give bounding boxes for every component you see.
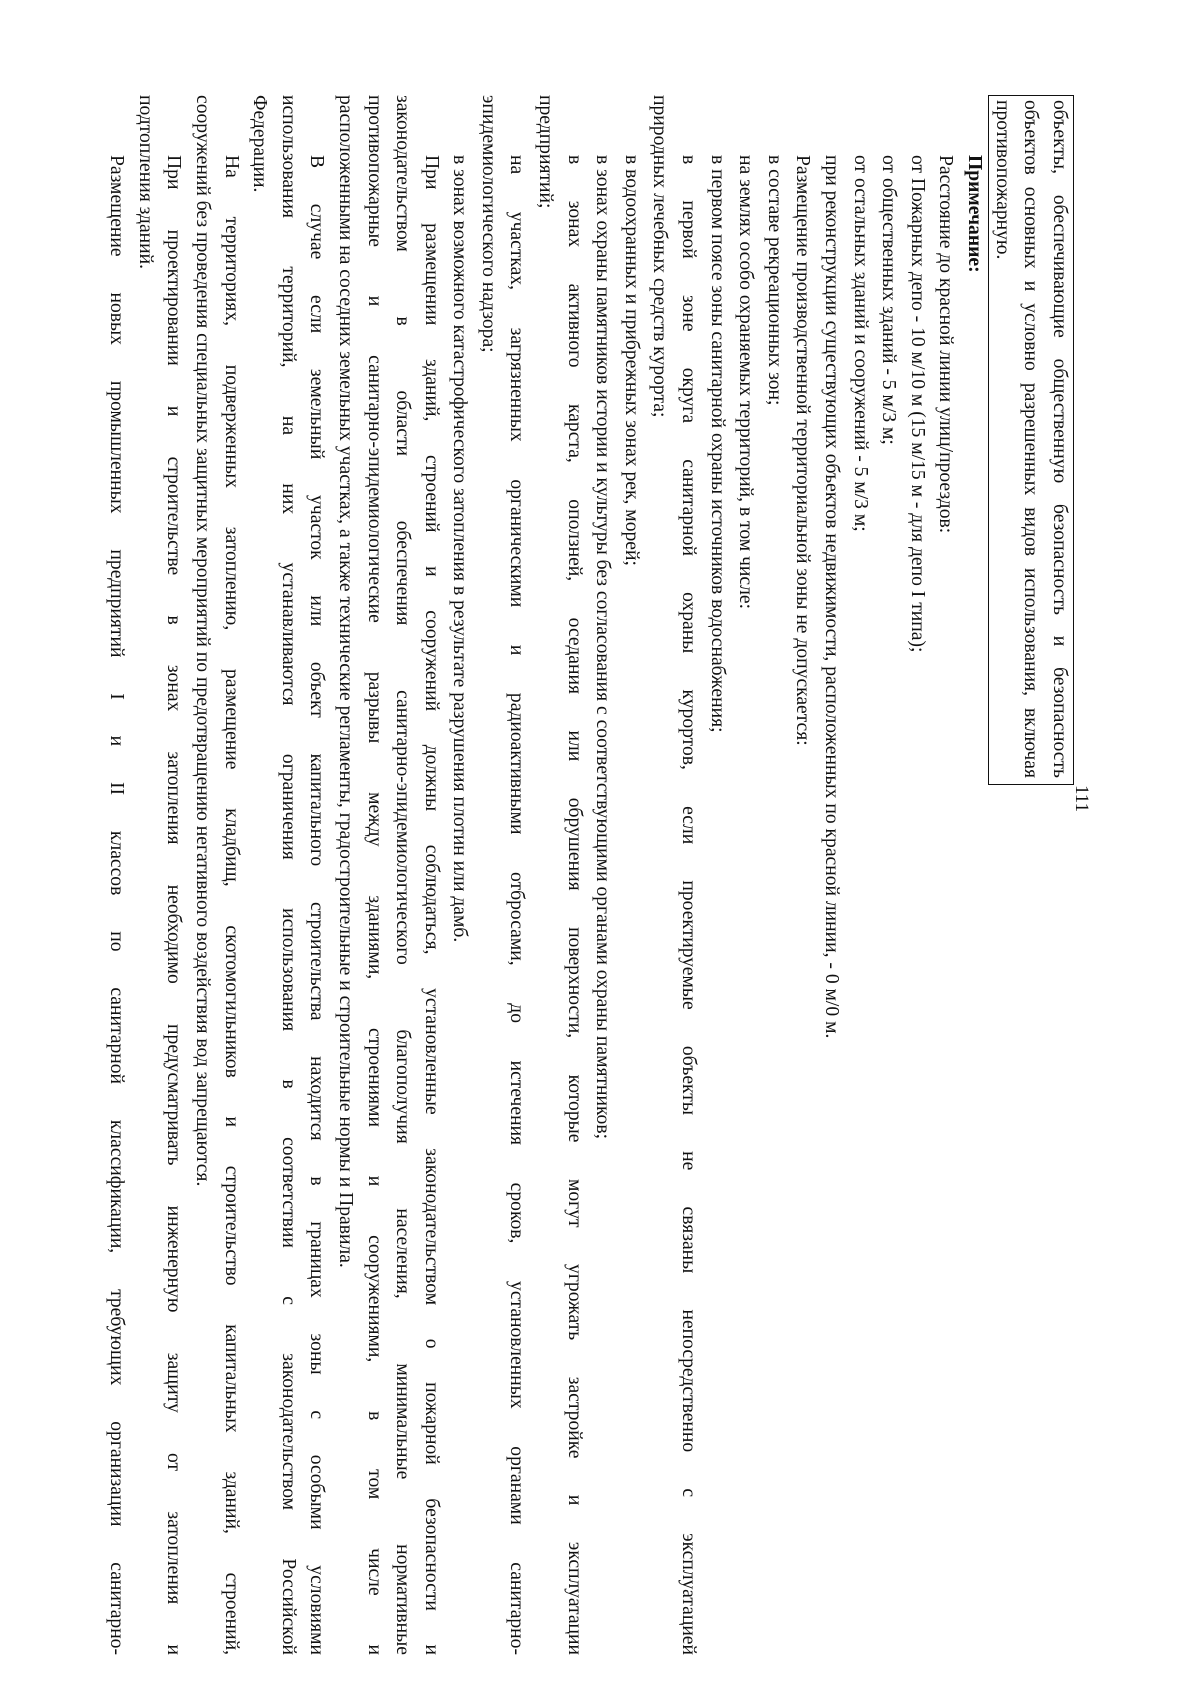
text-line: от остальных зданий и сооружений - 5 м/3 м; <box>849 155 871 532</box>
text-line: Федерации. <box>249 95 271 193</box>
text-line: в зонах возможного катастрофического затопления в результате разрушения плотин или дамб. <box>449 155 471 943</box>
text-line: при реконструкции существующих объектов недвижимости, расположенных по красной линии, - 0 м/0 м. <box>821 155 843 1039</box>
note-heading: Примечание: <box>964 155 985 273</box>
text-line: При проектировании и строительстве в зонах затопления необходимо предусматривать инженерную защиту от затопления и <box>163 155 185 1655</box>
table-cell <box>988 95 1074 785</box>
page-number: 111 <box>1071 785 1092 813</box>
table-cell-line: противопожарную. <box>991 100 1013 260</box>
text-line: от общественных зданий - 5 м/3 м; <box>878 155 900 445</box>
text-line: от Пожарных депо - 10 м/10 м (15 м/15 м - для депо I типа); <box>906 155 928 653</box>
table-cell-line: объектов основных и условно разрешенных видов использования, включая <box>1020 100 1042 778</box>
text-line: в первой зоне округа санитарной охраны курортов, если проектируемые объекты не связаны непосредственно с эксплуатацией <box>678 155 700 1655</box>
text-line: в водоохранных и прибрежных зонах рек, морей; <box>620 155 642 566</box>
text-line: Расстояние до красной линии улиц/проездов: <box>935 155 957 534</box>
rotated-page-content <box>100 95 1100 1655</box>
text-line: сооружений без проведения специальных защитных мероприятий по предотвращению негативного воздействия вод запрещаются. <box>191 95 213 1187</box>
text-line: использования территорий, на них устанавливаются ограничения использования в соответствии с законодательством Российской <box>277 95 299 1655</box>
table-cell-line: объекты, обеспечивающие общественную безопасность и безопасность <box>1049 100 1070 778</box>
text-line: в первом поясе зоны санитарной охраны источников водоснабжения; <box>706 155 728 733</box>
text-line: противопожарные и санитарно-эпидемиологические разрывы между зданиями, строениями и сооружениями, в том числе и <box>363 95 385 1655</box>
text-line: в составе рекреационных зон; <box>763 155 785 406</box>
text-line: эпидемиологического надзора; <box>477 95 499 353</box>
text-line: расположенными на соседних земельных участках, а также технические регламенты, градостроительные и строительные нормы и Правила. <box>334 95 356 1268</box>
text-line: На территориях, подверженных затоплению, размещение кладбищ, скотомогильников и строительство капитальных зданий, строений, <box>220 155 242 1655</box>
text-line: природных лечебных средств курорта; <box>649 95 671 418</box>
text-line: Размещение новых промышленных предприятий I и II классов по санитарной классификации, требующих организации санитарно- <box>106 155 128 1655</box>
text-line: законодательством в области обеспечения санитарно-эпидемиологического благополучия населения, минимальные нормативные <box>392 95 414 1655</box>
text-line: в зонах активного карста, оползней, оседания или обрушения поверхности, которые могут угрожать застройке и эксплуатации <box>563 155 585 1655</box>
text-line: на участках, загрязненных органическими и радиоактивными отбросами, до истечения сроков, установленных органами санитарно- <box>506 155 528 1655</box>
text-line: в зонах охраны памятников истории и культуры без согласования с соответствующими органами охраны памятников; <box>592 155 614 1140</box>
text-line: При размещении зданий, строений и сооружений должны соблюдаться, установленные законодательством о пожарной безопасности и <box>420 155 442 1655</box>
text-line: подтопления зданий. <box>134 95 156 270</box>
text-line: В случае если земельный участок или объект капитального строительства находится в границах зоны с особыми условиями <box>306 155 328 1655</box>
note-body <box>102 95 988 1655</box>
text-line: Размещение производственной территориальной зоны не допускается: <box>792 155 814 746</box>
text-line: предприятий; <box>535 95 557 209</box>
text-line: на землях особо охраняемых территорий, в том числе: <box>735 155 757 610</box>
